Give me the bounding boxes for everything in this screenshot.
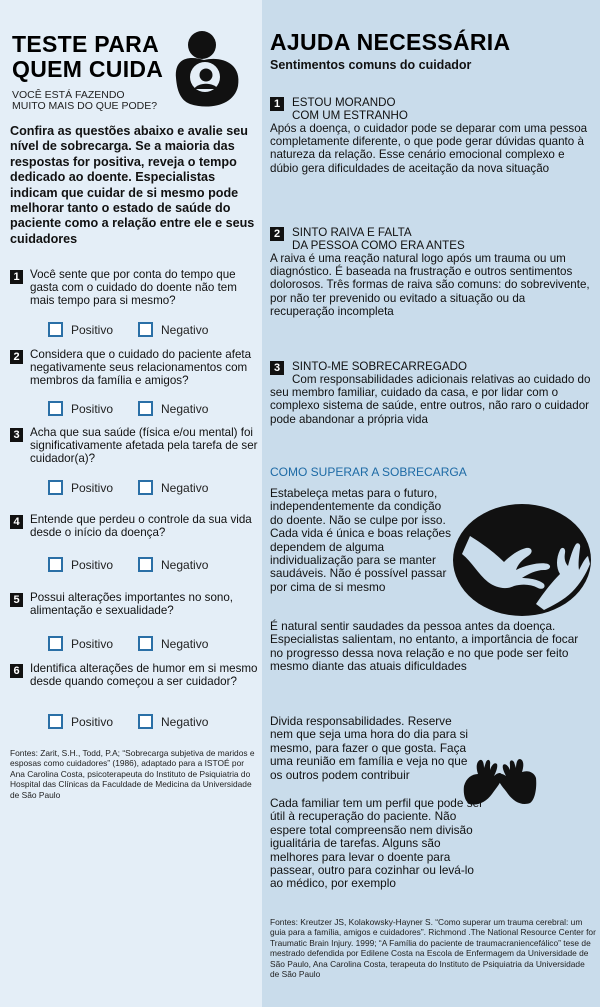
negative-checkbox[interactable] bbox=[138, 401, 153, 416]
question-text: Acha que sua saúde (física e/ou mental) foi significativamente afetada pela tarefa de ser cuidador(a)? bbox=[30, 426, 258, 465]
question-number: 4 bbox=[10, 515, 23, 529]
negative-checkbox[interactable] bbox=[138, 714, 153, 729]
negative-checkbox[interactable] bbox=[138, 557, 153, 572]
question-item bbox=[10, 269, 258, 307]
help-title: AJUDA NECESSÁRIA bbox=[270, 29, 511, 55]
test-subtitle: VOCÊ ESTÁ FAZENDO MUITO MAIS DO QUE PODE? bbox=[12, 89, 158, 112]
option-label: Negativo bbox=[161, 637, 209, 651]
feeling-item bbox=[270, 226, 592, 318]
question-number: 6 bbox=[10, 664, 23, 678]
option-label: Negativo bbox=[161, 402, 209, 416]
question-text: Considera que o cuidado do paciente afeta negativamente seus relacionamentos com membros da família e amigos? bbox=[30, 348, 252, 387]
option-label: Positivo bbox=[71, 481, 114, 495]
positive-checkbox[interactable] bbox=[48, 636, 63, 651]
positive-checkbox[interactable] bbox=[48, 322, 63, 337]
feeling-heading: SINTO-ME SOBRECARREGADO bbox=[292, 360, 468, 373]
answer-options bbox=[48, 714, 258, 732]
question-number: 2 bbox=[10, 350, 23, 364]
question-item bbox=[10, 663, 258, 689]
feeling-item bbox=[270, 360, 592, 426]
feeling-text: Com responsabilidades adicionais relativas ao cuidado do seu membro familiar, cuidado da casa, e por lidar com o complexo sistema de saúde, entre outros, não raro o cuidador pode abandonar a própria vida bbox=[270, 373, 591, 426]
option-label: Negativo bbox=[161, 323, 209, 337]
option-label: Negativo bbox=[161, 481, 209, 495]
test-title: TESTE PARA QUEM CUIDA bbox=[12, 31, 164, 82]
option-label: Negativo bbox=[161, 715, 209, 729]
question-number: 3 bbox=[10, 428, 23, 442]
answer-options bbox=[48, 636, 258, 654]
option-label: Positivo bbox=[71, 637, 114, 651]
answer-options bbox=[48, 557, 258, 575]
feeling-text: Após a doença, o cuidador pode se deparar com uma pessoa completamente diferente, o que pode gerar dúvidas quanto à natureza da relação. Esse cenário emocional complexo e dúbio gera dificuldades de aceitação da nova situação bbox=[270, 122, 588, 175]
question-item bbox=[10, 592, 258, 618]
question-item bbox=[10, 514, 258, 540]
feeling-text: A raiva é uma reação natural logo após um trauma ou um diagnóstico. É baseada na frustração e outros sentimentos dolorosos. Três formas de raiva são comuns: do sobrevivente, por não ter prevenido ou evitado a situação ou da recuperação incompleta bbox=[270, 252, 590, 318]
tip-paragraph: É natural sentir saudades da pessoa antes da doença. Especialistas salientam, no entanto, a importância de focar no progresso dessa nova relação e no que pode ser feito mesmo diante das atuais dificuldades bbox=[270, 619, 579, 674]
negative-checkbox[interactable] bbox=[138, 636, 153, 651]
negative-checkbox[interactable] bbox=[138, 322, 153, 337]
tip-paragraph: Estabeleça metas para o futuro, independentemente da condição do doente. Não se culpe por isso. Cada vida é única e boas relações dependem de alguma individualização para se manter saudáveis. Não é possível passar por cima de si mesmo bbox=[270, 486, 452, 594]
section-title: COMO SUPERAR A SOBRECARGA bbox=[270, 465, 467, 479]
question-item bbox=[10, 349, 258, 387]
question-text: Possui alterações importantes no sono, alimentação e sexualidade? bbox=[30, 591, 234, 617]
answer-options bbox=[48, 480, 258, 498]
right-sources: Fontes: Kreutzer JS, Kolakowsky-Hayner S. “Como superar um trauma cerebral: um guia para a família, amigos e cuidadores”. Richmond .The National Resource Center for Traumatic Brain Injury. 1999; “A Família do paciente de traumacraniencefálico” tese de mestrado defendida por Edilene Costa na Escola de Enfermagem da Universidade de São Paulo, Ana Carolina Costa, terapeuta do Instituto de Psiquiatria da Universidade de São Paulo bbox=[270, 917, 596, 980]
question-text: Entende que perdeu o controle da sua vida desde o início da doença? bbox=[30, 513, 252, 539]
positive-checkbox[interactable] bbox=[48, 714, 63, 729]
answer-options bbox=[48, 322, 258, 340]
question-item bbox=[10, 427, 258, 465]
left-sources: Fontes: Zarit, S.H., Todd, P.A; “Sobrecarga subjetiva de maridos e esposas como cuidadores” (1986), adaptado para a ISTOÉ por Ana Carolina Costa, psicoterapeuta do Instituto de Psiquiatria do Hospital das Clínicas da Faculdade de Medicina da Universidade de São Paulo bbox=[10, 748, 255, 800]
tip-paragraph: Cada familiar tem um perfil que pode ser útil à recuperação do paciente. Não espere total compreensão nem divisão igualitária de tarefas. Alguns são melhores para levar o doente para passear, outro para cozinhar ou levá-lo ao médico, por exemplo bbox=[270, 796, 484, 891]
option-label: Negativo bbox=[161, 558, 209, 572]
option-label: Positivo bbox=[71, 323, 114, 337]
feeling-number: 2 bbox=[270, 227, 284, 241]
feeling-heading: SINTO RAIVA E FALTA DA PESSOA COMO ERA ANTES bbox=[292, 226, 465, 252]
negative-checkbox[interactable] bbox=[138, 480, 153, 495]
feeling-item bbox=[270, 96, 592, 175]
option-label: Positivo bbox=[71, 558, 114, 572]
question-number: 5 bbox=[10, 593, 23, 607]
helping-hands-icon bbox=[452, 502, 592, 618]
question-text: Identifica alterações de humor em si mesmo desde quando começou a ser cuidador? bbox=[30, 662, 258, 688]
answer-options bbox=[48, 401, 258, 419]
positive-checkbox[interactable] bbox=[48, 557, 63, 572]
feeling-heading: ESTOU MORANDO COM UM ESTRANHO bbox=[292, 96, 408, 122]
option-label: Positivo bbox=[71, 402, 114, 416]
test-intro: Confira as questões abaixo e avalie seu nível de sobrecarga. Se a maioria das respostas for positiva, reveja o tempo dedicado ao doente. Especialistas indicam que cuidar de si mesmo pode melhorar tanto o estado de saúde do paciente como a relação entre ele e seus cuidadores bbox=[10, 124, 255, 246]
question-text: Você sente que por conta do tempo que gasta com o cuidado do doente não tem mais tempo para si mesmo? bbox=[30, 268, 237, 307]
tip-paragraph: Divida responsabilidades. Reserve nem que seja uma hora do dia para si mesmo, para fazer o que gosta. Faça uma reunião em família e veja no que os outros podem contribuir bbox=[270, 714, 469, 782]
positive-checkbox[interactable] bbox=[48, 480, 63, 495]
question-number: 1 bbox=[10, 270, 23, 284]
feeling-number: 1 bbox=[270, 97, 284, 111]
positive-checkbox[interactable] bbox=[48, 401, 63, 416]
feeling-number: 3 bbox=[270, 361, 284, 375]
help-subtitle: Sentimentos comuns do cuidador bbox=[270, 58, 472, 72]
option-label: Positivo bbox=[71, 715, 114, 729]
